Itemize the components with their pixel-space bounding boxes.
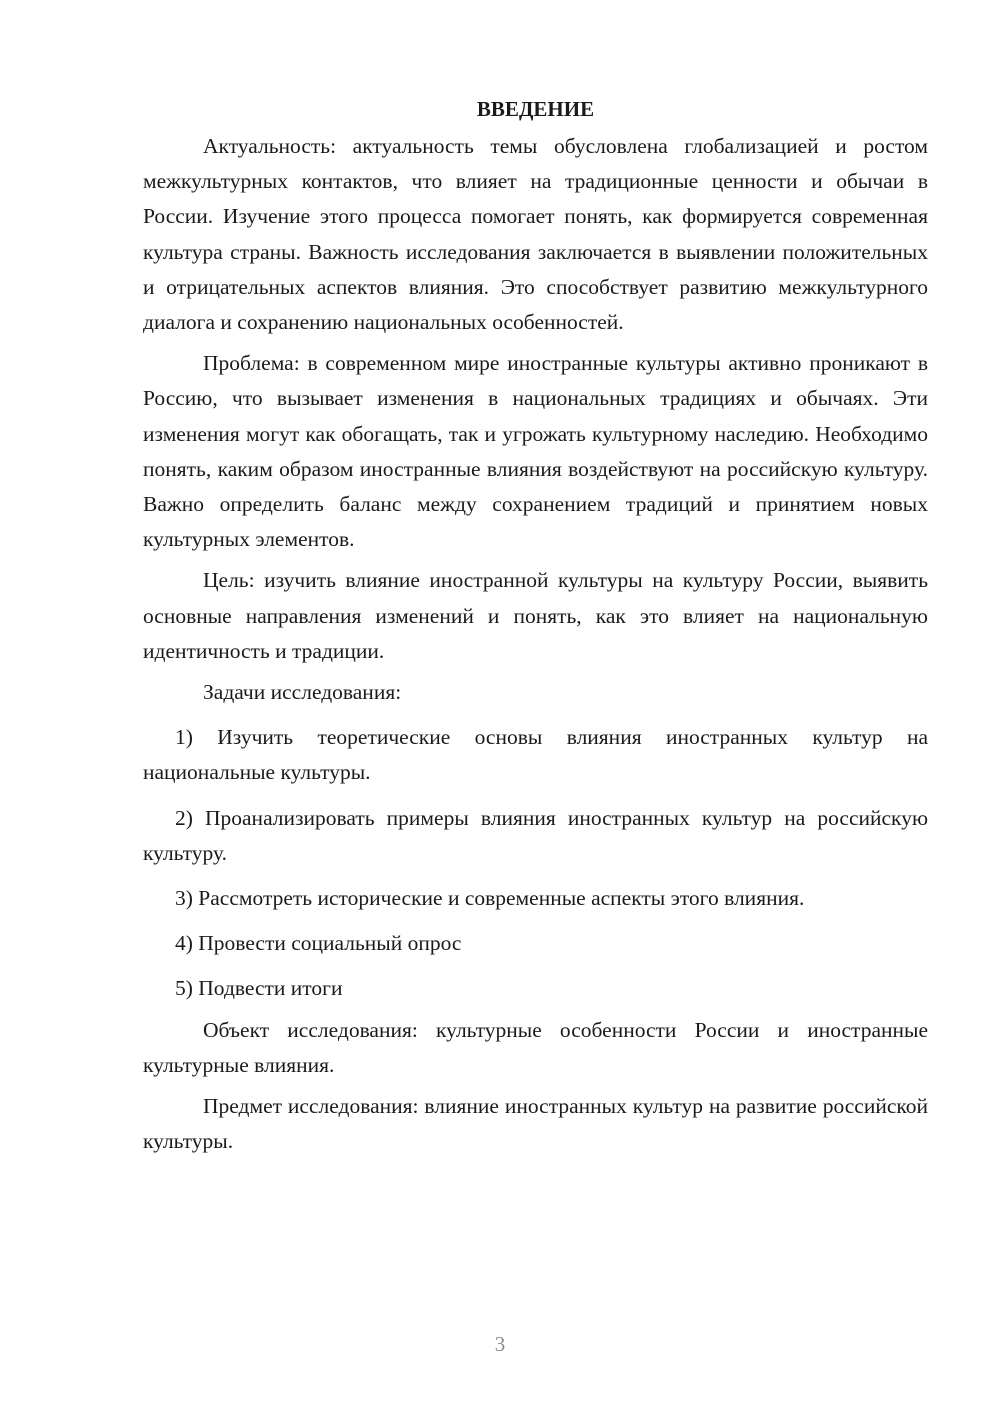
task-item-5: 5) Подвести итоги bbox=[175, 976, 343, 1001]
paragraph-object: Объект исследования: культурные особенности России и иностранные культурные влияния. bbox=[143, 1017, 928, 1077]
paragraph-goal: Цель: изучить влияние иностранной культуры на культуру России, выявить основные направления изменений и понять, как это влияет на национальную идентичность и традиции. bbox=[143, 568, 928, 663]
paragraph-relevance: Актуальность: актуальность темы обусловлена глобализацией и ростом межкультурных контактов, что влияет на традиционные ценности и обычаи в России. Изучение этого процесса помогает понять, как формируется современная культура страны. Важность исследования заключается в выявлении положительных и отрицательных аспектов влияния. Это способствует развитию межкультурного диалога и сохранению национальных особенностей. bbox=[143, 134, 928, 335]
task-item-1: 1) Изучить теоретические основы влияния иностранных культур на национальные культуры. bbox=[143, 725, 928, 785]
paragraph-subject: Предмет исследования: влияние иностранных культур на развитие российской культуры. bbox=[143, 1094, 928, 1154]
page-number: 3 bbox=[494, 1332, 506, 1356]
task-item-2: 2) Проанализировать примеры влияния иностранных культур на российскую культуру. bbox=[143, 805, 928, 865]
section-title: ВВЕДЕНИЕ bbox=[476, 97, 595, 121]
task-item-4: 4) Провести социальный опрос bbox=[175, 931, 462, 956]
paragraph-problem: Проблема: в современном мире иностранные культуры активно проникают в Россию, что вызывает изменения в национальных традициях и обычаях. Эти изменения могут как обогащать, так и угрожать культурному наследию. Необходимо понять, каким образом иностранные влияния воздействуют на российскую культуру. Важно определить баланс между сохранением традиций и принятием новых культурных элементов. bbox=[143, 351, 928, 552]
task-item-3: 3) Рассмотреть исторические и современные аспекты этого влияния. bbox=[175, 886, 805, 911]
tasks-heading: Задачи исследования: bbox=[203, 680, 402, 705]
document-page bbox=[143, 92, 928, 1159]
